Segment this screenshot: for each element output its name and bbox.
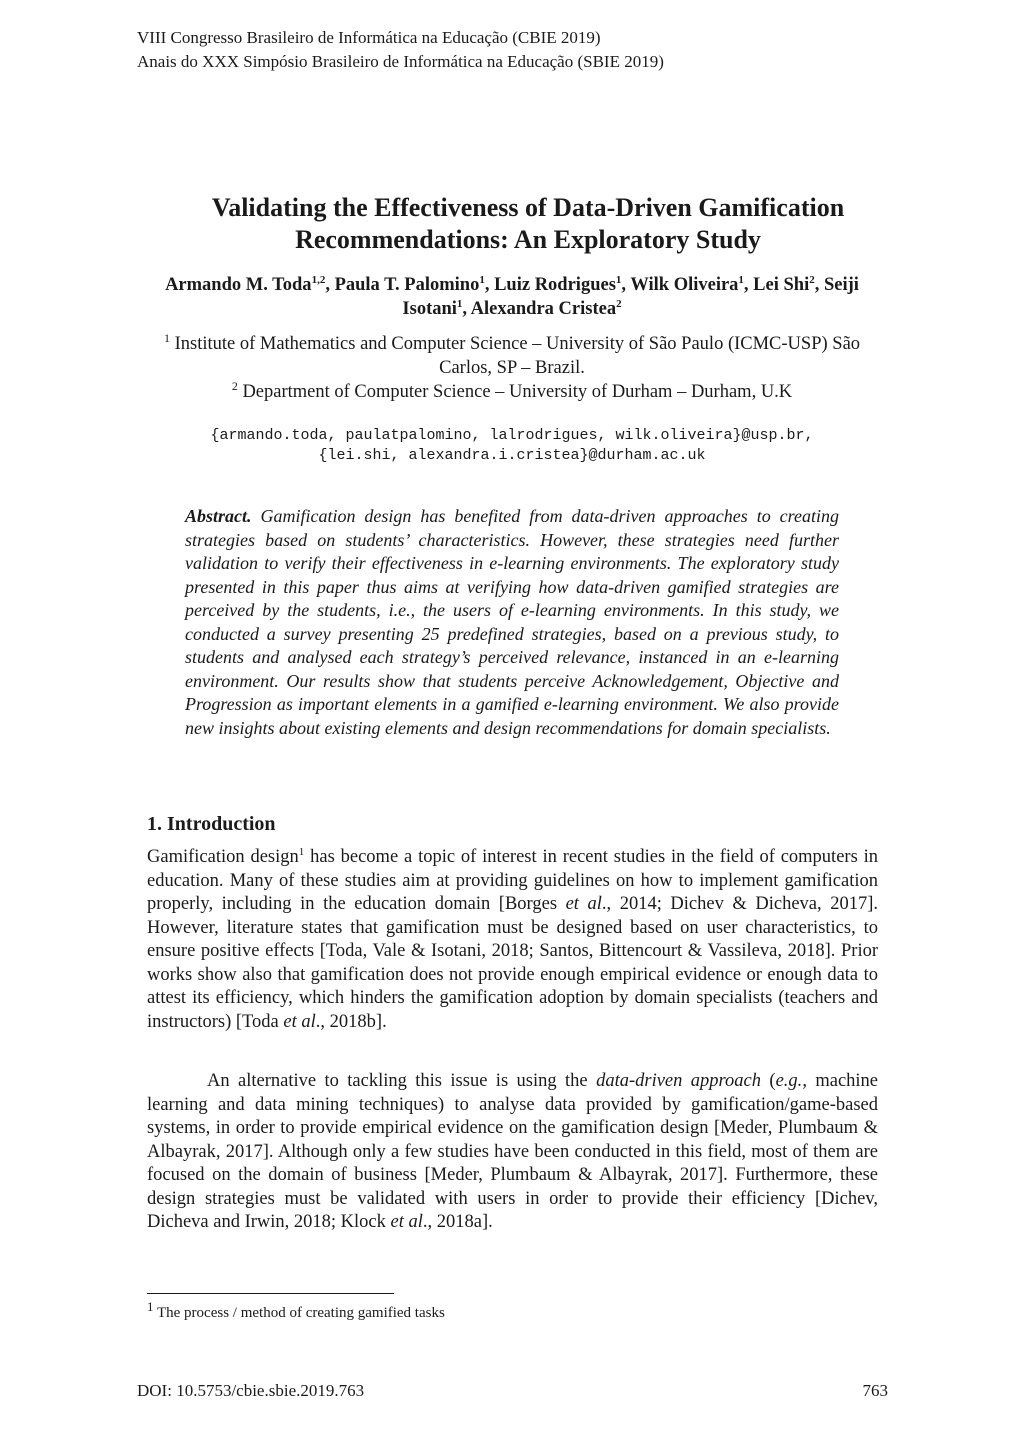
author-affiliation-sup: 2 bbox=[616, 297, 622, 310]
email-line-2: {lei.shi, alexandra.i.cristea}@durham.ac.uk bbox=[318, 447, 706, 464]
author-name: Paula T. Palomino bbox=[334, 275, 480, 295]
conference-line-2: Anais do XXX Simpósio Brasileiro de Informática na Educação (SBIE 2019) bbox=[137, 52, 664, 71]
footnote bbox=[147, 1299, 445, 1323]
conference-line-1: VIII Congresso Brasileiro de Informática na Educação (CBIE 2019) bbox=[137, 28, 601, 47]
affiliation-1 bbox=[150, 332, 874, 380]
intro-paragraph-1 bbox=[147, 846, 878, 1034]
text-run: data-driven approach bbox=[596, 1071, 762, 1091]
intro-paragraph-2 bbox=[147, 1070, 878, 1235]
author-name: Armando M. Toda bbox=[165, 275, 312, 295]
text-run: An alternative to tackling this issue is using the bbox=[207, 1071, 597, 1091]
text-run: et al bbox=[565, 894, 602, 914]
abstract-text: Gamification design has benefited from data-driven approaches to creating strategies based on students’ characteristics. However, these strategies need further validation to verify their effectiveness in e-learning environments. The exploratory study presented in this paper thus aims at verifying how data-driven gamified strategies are perceived by the students, i.e., the users of e-learning environments. In this study, we conducted a survey presenting 25 predefined strategies, based on a previous study, to students and analysed each strategy’s perceived relevance, instanced in an e-learning environment. Our results show that students perceive Acknowledgement, Objective and Progression as important elements in a gamified e-learning environment. We also provide new insights about existing elements and design recommendations for domain specialists. bbox=[185, 506, 839, 738]
author-affiliation-sup: 1,2 bbox=[311, 273, 326, 286]
text-run: et al bbox=[283, 1011, 316, 1032]
author-name: Seiji Isotani bbox=[402, 275, 859, 319]
author-affiliation-sup: 1 bbox=[738, 273, 744, 286]
author-list: Armando M. Toda$^{1,2}$, Paula T. Palomino$^1$, Luiz Rodrigues$^1$, Wilk Oliveira$^1$, Lei Shi$^2$, Seiji Isotani$^1$, Alexandra Cristea$^2$ bbox=[165, 273, 859, 319]
affiliations bbox=[150, 332, 874, 404]
author-name: Alexandra Cristea bbox=[470, 299, 617, 319]
author-emails bbox=[120, 426, 904, 466]
text-run: ( bbox=[761, 1071, 776, 1091]
text-run: , machine learning and data mining techniques) to analyse data provided by gamification/game-based systems, in order to provide empirical evidence on the gamification design [Meder, Plumbaum & Albayrak, 2017]. Although only a few studies have been conducted in this field, most of them are focused on the domain of business [Meder, Plumbaum & Albayrak, 2017]. Furthermore, these design strategies must be validated with users in order to provide their efficiency [Dichev, Dicheva and Irwin, 2018; Klock bbox=[147, 1071, 879, 1232]
text-run: ., 2014; Dichev & Dicheva, 2017]. However, literature states that gamification must be designed based on user characteristics, to ensure positive effects [Toda, Vale & Isotani, 2018; Santos, Bittencourt & Vassileva, 2018]. Prior works show also that gamification does not provide enough empirical evidence or enough data to attest its efficiency, which hinders the gamification adoption by domain specialists (teachers and instructors) [Toda bbox=[147, 894, 878, 1032]
footnote-divider bbox=[147, 1293, 394, 1294]
title-line-1: Validating the Effectiveness of Data-Driven Gamification bbox=[211, 193, 845, 222]
affiliation-2-number: 2 bbox=[231, 378, 238, 393]
text-run: e.g. bbox=[775, 1071, 803, 1091]
text-run: Gamification design bbox=[147, 847, 299, 867]
text-run: ., 2018a]. bbox=[422, 1212, 493, 1232]
paper-title bbox=[160, 192, 896, 256]
text-run: ., 2018b]. bbox=[315, 1011, 387, 1032]
footnote-text: The process / method of creating gamified tasks bbox=[156, 1305, 445, 1321]
conference-header bbox=[137, 26, 664, 74]
author-affiliation-sup: 1 bbox=[615, 273, 622, 286]
affiliation-1-number: 1 bbox=[163, 330, 170, 345]
author-affiliation-sup: 2 bbox=[809, 273, 815, 286]
footnote-number: 1 bbox=[147, 1299, 154, 1314]
title-line-2: Recommendations: An Exploratory Study bbox=[295, 225, 761, 254]
text-run: has become a topic of interest in recent studies in the field of computers in education. Many of these studies aim at providing guidelines on how to implement gamification properly, including in the education domain [Borges bbox=[147, 847, 879, 914]
author-affiliation-sup: 1 bbox=[456, 297, 463, 310]
affiliation-1-text: Institute of Mathematics and Computer Science – University of São Paulo (ICMC-USP) São Carlos, SP – Brazil. bbox=[174, 334, 861, 378]
author-name: Wilk Oliveira bbox=[630, 275, 739, 295]
doi: DOI: 10.5753/cbie.sbie.2019.763 bbox=[137, 1381, 365, 1400]
abstract bbox=[185, 505, 839, 740]
abstract-label: Abstract. bbox=[185, 506, 252, 526]
footnote-ref: 1 bbox=[298, 845, 305, 858]
author-affiliation-sup: 1 bbox=[479, 273, 485, 286]
text-run: et al bbox=[390, 1212, 423, 1232]
affiliation-2 bbox=[150, 380, 874, 404]
section-heading-introduction: 1. Introduction bbox=[147, 813, 276, 835]
author-name: Luiz Rodrigues bbox=[494, 275, 616, 295]
author-name: Lei Shi bbox=[753, 275, 810, 295]
page-number: 763 bbox=[862, 1381, 888, 1400]
affiliation-2-text: Department of Computer Science – University of Durham – Durham, U.K bbox=[242, 382, 793, 402]
email-line-1: {armando.toda, paulatpalomino, lalrodrigues, wilk.oliveira}@usp.br, bbox=[210, 427, 814, 444]
